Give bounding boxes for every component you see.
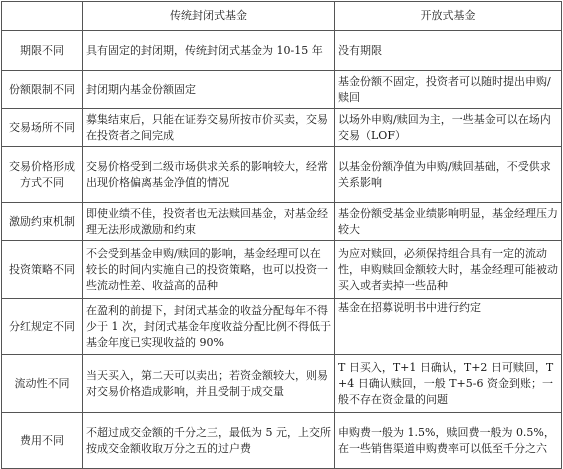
closed-fund-cell: 交易价格受到二级市场供求关系的影响较大，经常出现价格偏离基金净值的情况	[83, 147, 335, 203]
table-row	[2, 413, 562, 469]
closed-fund-cell: 具有固定的封闭期，传统封闭式基金为 10-15 年	[83, 31, 335, 71]
row-label: 交易场所不同	[2, 109, 83, 147]
open-fund-cell: 以场外申购/赎回为主，一些基金可以在场内交易（LOF）	[335, 109, 562, 147]
open-fund-cell: 基金份额受基金业绩影响明显，基金经理压力较大	[335, 203, 562, 241]
header-corner-cell	[2, 2, 83, 31]
table-row	[2, 299, 562, 355]
table-row	[2, 109, 562, 147]
closed-fund-cell: 封闭期内基金份额固定	[83, 71, 335, 109]
open-fund-cell: 基金在招募说明书中进行约定	[335, 299, 562, 355]
header-closed-end-fund: 传统封闭式基金	[83, 2, 335, 31]
table-row	[2, 31, 562, 71]
header-open-end-fund: 开放式基金	[335, 2, 562, 31]
header-row	[2, 2, 562, 31]
row-label: 激励约束机制	[2, 203, 83, 241]
table-row	[2, 203, 562, 241]
closed-fund-cell: 即使业绩不佳，投资者也无法赎回基金，对基金经理无法形成激励和约束	[83, 203, 335, 241]
row-label: 份额限制不同	[2, 71, 83, 109]
closed-fund-cell: 在盈利的前提下，封闭式基金的收益分配每年不得少于 1 次，封闭式基金年度收益分配比例不得低于基金年度已实现收益的 90%	[83, 299, 335, 355]
open-fund-cell: 申购费一般为 1.5%，赎回费一般为 0.5%，在一些销售渠道申购费率可以低至千分之六	[335, 413, 562, 469]
table-row	[2, 147, 562, 203]
table-row	[2, 355, 562, 413]
closed-fund-cell: 不会受到基金申购/赎回的影响，基金经理可以在较长的时间内实施自己的投资策略，也可以投资一些流动性差、收益高的品种	[83, 241, 335, 299]
open-fund-cell: 以基金份额净值为申购/赎回基础，不受供求关系影响	[335, 147, 562, 203]
comparison-table	[1, 1, 562, 469]
row-label: 流动性不同	[2, 355, 83, 413]
open-fund-cell: 没有期限	[335, 31, 562, 71]
table-row	[2, 71, 562, 109]
open-fund-cell: T 日买入，T+1 日确认，T+2 日可赎回，T+4 日确认赎回，一般 T+5-6 资金到账；一般不存在资金量的问题	[335, 355, 562, 413]
row-label: 交易价格形成方式不同	[2, 147, 83, 203]
closed-fund-cell: 当天买入，第二天可以卖出；若资金额较大，则易对交易价格造成影响，并且受制于成交量	[83, 355, 335, 413]
table-row	[2, 241, 562, 299]
row-label: 期限不同	[2, 31, 83, 71]
closed-fund-cell: 不超过成交金额的千分之三，最低为 5 元，上交所按成交金额收取万分之五的过户费	[83, 413, 335, 469]
row-label: 分红规定不同	[2, 299, 83, 355]
open-fund-cell: 基金份额不固定，投资者可以随时提出申购/赎回	[335, 71, 562, 109]
row-label: 投资策略不同	[2, 241, 83, 299]
row-label: 费用不同	[2, 413, 83, 469]
closed-fund-cell: 募集结束后，只能在证券交易所按市价买卖，交易在投资者之间完成	[83, 109, 335, 147]
open-fund-cell: 为应对赎回，必须保持组合具有一定的流动性，申购赎回金额较大时，基金经理可能被动买入或者卖掉一些品种	[335, 241, 562, 299]
